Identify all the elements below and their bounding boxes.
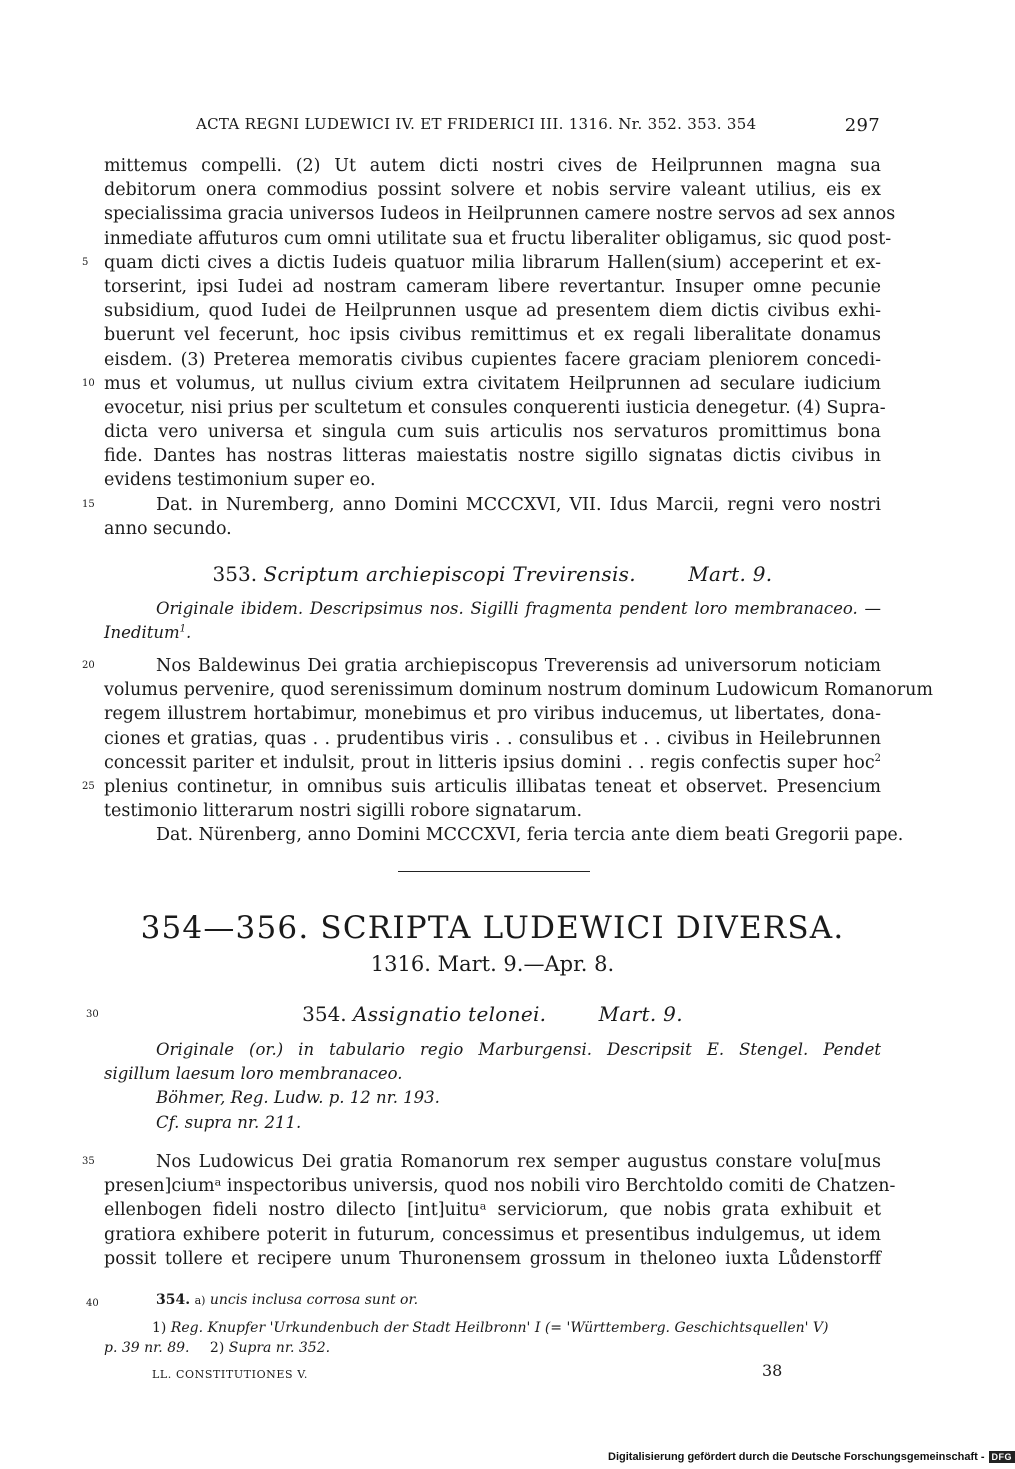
- text-line: buerunt vel fecerunt, hoc ipsis civibus remittimus et ex regali liberalitate donamus: [104, 325, 881, 346]
- apparatus-number: 354.: [156, 1292, 191, 1308]
- reference-line: Böhmer, Reg. Ludw. p. 12 nr. 193.: [156, 1088, 440, 1108]
- footnote-ref: 2: [874, 752, 881, 764]
- text-line: eisdem. (3) Preterea memoratis civibus cupientes facere graciam pleniorem concedi-: [104, 349, 881, 370]
- doc353-date: Mart. 9.: [688, 562, 773, 586]
- apparatus-note: [104, 1290, 881, 1311]
- text-line: evocetur, nisi prius per scultetum et consules conquerenti iusticia denegetur. (4) Supra-: [104, 397, 886, 418]
- text-line: torserint, ipsi Iudei ad nostram cameram libere revertantur. Insuper omne pecunie: [104, 276, 881, 297]
- text-line: evidens testimonium super eo.: [104, 470, 376, 491]
- doc353-heading: [104, 562, 881, 586]
- text-line: mittemus compelli. (2) Ut autem dicti nostri cives de Heilprunnen magna sua: [104, 156, 881, 176]
- digitization-text: Digitalisierung gefördert durch die Deutsche Forschungsgemeinschaft -: [608, 1451, 985, 1463]
- line-number: 20: [82, 660, 95, 671]
- page-number: 297: [844, 115, 880, 136]
- text-line: plenius continetur, in omnibus suis articulis illibatas teneat et observet. Presencium: [104, 776, 881, 797]
- footnote-number: 2): [209, 1340, 225, 1356]
- doc353-number: 353.: [212, 562, 258, 586]
- text-line: quam dicti cives a dictis Iudeis quatuor milia librarum Hallen(sium) acceperint et ex-: [104, 252, 881, 273]
- apparatus-text: uncis inclusa corrosa sunt or.: [209, 1292, 419, 1308]
- text-line: regem illustrem hortabimur, monebimus et pro viribus inducemus, ut libertates, dona-: [104, 704, 881, 725]
- text-line: dicta vero universa et singula cum suis articulis nos servaturos promittimus bona: [104, 422, 881, 443]
- section-title: 354—356. SCRIPTA LUDEWICI DIVERSA.: [140, 910, 845, 946]
- doc353-title: Scriptum archiepiscopi Trevirensis.: [263, 562, 636, 586]
- doc354-title: Assignatio telonei.: [353, 1002, 547, 1026]
- source-line: sigillum laesum loro membranaceo.: [104, 1064, 403, 1084]
- doc354-number: 354.: [302, 1002, 347, 1026]
- text-line: fide. Dantes has nostras litteras maiestatis nostre sigillo signatas dictis civibus in: [104, 446, 881, 467]
- dating-line: Dat. Nürenberg, anno Domini MCCCXVI, feria tercia ante diem beati Gregorii pape.: [156, 825, 904, 846]
- section-divider: [398, 871, 590, 872]
- doc352-text: [82, 154, 896, 541]
- apparatus-marker: a): [194, 1294, 206, 1307]
- running-head: [196, 115, 880, 136]
- text-line: presen]ciumᵃ inspectoribus universis, quod nos nobili viro Berchtoldo comiti de Chatzen-: [104, 1176, 896, 1197]
- text-line: ellenbogen fideli nostro dilecto [int]uituᵃ serviciorum, que nobis grata exhibuit et: [104, 1200, 881, 1221]
- doc354-date: Mart. 9.: [598, 1002, 683, 1026]
- sheet-number: 38: [762, 1361, 783, 1380]
- text-line: Nos Ludowicus Dei gratia Romanorum rex semper augustus constare volu[mus: [156, 1152, 881, 1172]
- text-line: Nos Baldewinus Dei gratia archiepiscopus Treverensis ad universorum noticiam: [156, 656, 881, 676]
- dfg-logo: DFG: [989, 1451, 1015, 1463]
- text-line: testimonio litterarum nostri sigilli robore signatarum.: [104, 801, 583, 822]
- doc353-text: [82, 654, 933, 848]
- section-date-range: 1316. Mart. 9.—Apr. 8.: [370, 952, 615, 976]
- text-line: specialissima gracia universos Iudeos in Heilprunnen camere nostre servos ad sex annos: [104, 204, 896, 225]
- line-number: 10: [82, 377, 95, 389]
- line-number: 30: [86, 1009, 99, 1020]
- doc354-text: [82, 1150, 896, 1271]
- source-line: Ineditum$^1$.: [104, 623, 192, 643]
- reference-line: Cf. supra nr. 211.: [156, 1112, 302, 1132]
- line-number: 40: [86, 1298, 99, 1309]
- doc353-source-note: [104, 597, 881, 645]
- text-line: mus et volumus, ut nullus civium extra civitatem Heilprunnen ad seculare iudicium: [104, 373, 881, 394]
- footnote-1: [104, 1318, 881, 1338]
- line-number: 35: [82, 1156, 95, 1167]
- footnote-text: Reg. Knupfer 'Urkundenbuch der Stadt Heilbronn' I (= 'Württemberg. Geschichtsquellen' V): [170, 1320, 829, 1336]
- text-line: debitorum onera commodius possint solvere et nobis servire valeant utilius, eis ex: [104, 180, 881, 201]
- footnote-number: 1): [152, 1320, 167, 1336]
- doc354-heading: [104, 1002, 881, 1026]
- footnote-ref: 1: [179, 623, 187, 635]
- text-line: subsidium, quod Iudei de Heilprunnen usque ad presentem diem dictis civibus exhi-: [104, 301, 881, 322]
- digitization-notice: [608, 1451, 1015, 1463]
- text-line: concessit pariter et indulsit, prout in litteris ipsius domini . . regis confectis super hoc$^2$: [104, 752, 881, 773]
- footnote-text: Supra nr. 352.: [228, 1340, 331, 1356]
- text-line: ciones et gratias, quas . . prudentibus viris . . consulibus et . . civibus in Heilebrunnen: [104, 728, 881, 749]
- source-line: Originale (or.) in tabulario regio Marburgensi. Descripsit E. Stengel. Pendet: [156, 1040, 881, 1059]
- line-number: 15: [82, 498, 95, 510]
- text-line: possit tollere et recipere unum Thuronensem grossum in theloneo iuxta Lůdenstorff: [104, 1248, 881, 1269]
- dating-line: Dat. in Nuremberg, anno Domini MCCCXVI, VII. Idus Marcii, regni vero nostri: [156, 494, 881, 515]
- signature-mark: LL. CONSTITUTIONES V.: [152, 1368, 308, 1381]
- text-line: gratiora exhibere poterit in futurum, concessimus et presentibus indulgemus, ut idem: [104, 1224, 881, 1245]
- line-number: 25: [82, 781, 95, 792]
- footnote-1-cont: [104, 1338, 881, 1358]
- line-number: 5: [82, 256, 89, 268]
- source-line: Originale ibidem. Descripsimus nos. Sigilli fragmenta pendent loro membranaceo. —: [156, 599, 881, 618]
- text-line: volumus pervenire, quod serenissimum dominum nostrum dominum Ludowicum Romanorum: [104, 680, 933, 701]
- text-line: inmediate affuturos cum omni utilitate sua et fructu liberaliter obligamus, sic quod post-: [104, 228, 892, 249]
- doc354-source-note: [104, 1038, 881, 1135]
- dating-line: anno secundo.: [104, 518, 232, 539]
- footnote-text: p. 39 nr. 89.: [104, 1340, 190, 1356]
- running-head-title: ACTA REGNI LUDEWICI IV. ET FRIDERICI III. 1316. Nr. 352. 353. 354: [196, 115, 757, 133]
